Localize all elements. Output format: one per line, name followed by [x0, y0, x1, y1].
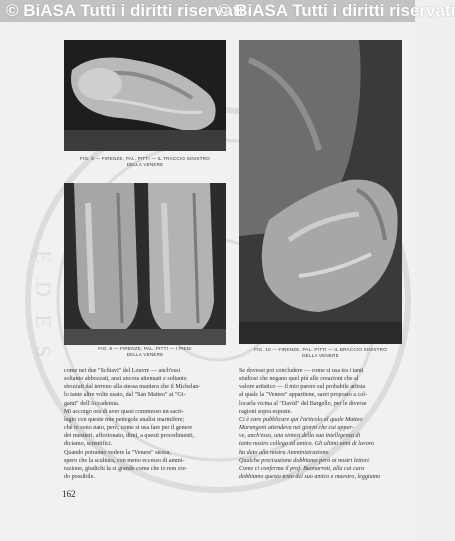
figure-10-photo	[239, 40, 402, 344]
right-column-line: valore artistico — il mio parere sul probabile artista	[239, 384, 366, 391]
left-column-line: chè io sono nato, però, come si usa fare per il genere	[64, 425, 193, 432]
left-column-line: legio con queste mie pettegole analisi marmifere;	[64, 416, 185, 423]
left-column-line: lo tante altre volte usato, dal "San Matteo" ai "Gi-	[64, 392, 186, 399]
left-column-line: diciamo, scientifici.	[64, 441, 113, 448]
left-column-line: soltanto abbozzati, anzi ancora attenuati e soltanto	[64, 376, 187, 383]
left-column-line: come nei due "Schiavi" del Louvre — anch'essi	[64, 368, 181, 374]
right-column-line: studiosi che negano quel più alle creazioni che al	[239, 376, 359, 383]
figure-9-caption	[64, 346, 226, 358]
figure-8-caption-line1: FIG. 8 — FIRENZE, PAL. PITTI — IL TRACCIO SINISTRO	[80, 156, 210, 161]
right-column-line: al quale la "Venere" appartiene, sarei proposto a col-	[239, 392, 367, 399]
left-column-line: Mi accorgo ora di aver quasi commesso un sacri-	[64, 408, 184, 415]
right-column-line: locarla vicina al "David" del Bargello, per le diverse	[239, 400, 367, 407]
right-column-line: Marangoni attendeva nei giorni che cui appar-	[239, 425, 354, 432]
figure-9-photo	[64, 183, 226, 345]
right-column-line: tanto nostro collega ed amico. Gli ultimi anni di lavoro	[239, 441, 374, 448]
left-column-line: sbozzati dal terreno alla stessa maniera che il Michelan-	[64, 384, 201, 391]
left-column-line: ganti" dell'Accademia.	[64, 400, 120, 407]
left-column-line: Quando potranno vedere la "Venere" stessa,	[64, 449, 171, 456]
figure-8-caption-line2: DELLA VENERE	[126, 162, 164, 167]
figure-8-photo	[64, 40, 226, 151]
figure-10-caption-line2: DELLA VENERE	[302, 353, 339, 358]
left-column-line: spero che la scultura, con meno eccesso di ammi-	[64, 457, 185, 464]
right-column-line: dobbiamo questo testo del suo amico e maestro, leggiamo	[239, 474, 381, 481]
figure-8-caption	[64, 156, 226, 168]
right-column-line: ha dato allo nostra Amministrazione.	[239, 449, 330, 456]
figure-10-caption	[239, 347, 402, 359]
right-text-column	[239, 367, 402, 481]
right-column-line: Ci è caro pubblicare qui l'articolo al quale Matteo	[239, 416, 363, 423]
figure-9-caption-line1: FIG. 9 — FIRENZE, PAL. PITTI — I PIEDI	[98, 346, 192, 351]
figure-9-caption-line2: DELLA VENERE	[126, 352, 164, 357]
watermark-text-left: © BiASA Tutti i diritti riservati	[6, 1, 244, 20]
right-column-line: ragioni sopra esposte.	[239, 408, 292, 415]
right-column-line: Se dovessi poi concludere — come si usa tra i tanti	[239, 368, 364, 374]
watermark-text-right: © BiASA Tutti i diritti riservati	[218, 1, 455, 20]
left-column-line: razione, giudichi la si grande come che io non cre-	[64, 465, 188, 472]
left-text-column	[64, 367, 226, 481]
seal-letters: E D E S	[31, 250, 56, 364]
left-column-line: do possibile.	[64, 474, 95, 481]
page-number: 162	[62, 489, 76, 499]
right-column-line: Qualche precisazione dobbiamo però ai nostri lettori.	[239, 457, 371, 464]
right-column-line: ve, anch'esso, una sintesi della sua intelligenza di	[239, 433, 361, 440]
left-column-line: dei mestieri, affezionato, direi, a questi procedimenti,	[64, 433, 195, 440]
right-column-line: Come ci conferma il prof. Buonarroti, alla cui cura	[239, 465, 365, 472]
figure-10-caption-line1: FIG. 10 — FIRENZE, PAL. PITTI — IL BRACCIO SINISTRO	[254, 347, 387, 352]
